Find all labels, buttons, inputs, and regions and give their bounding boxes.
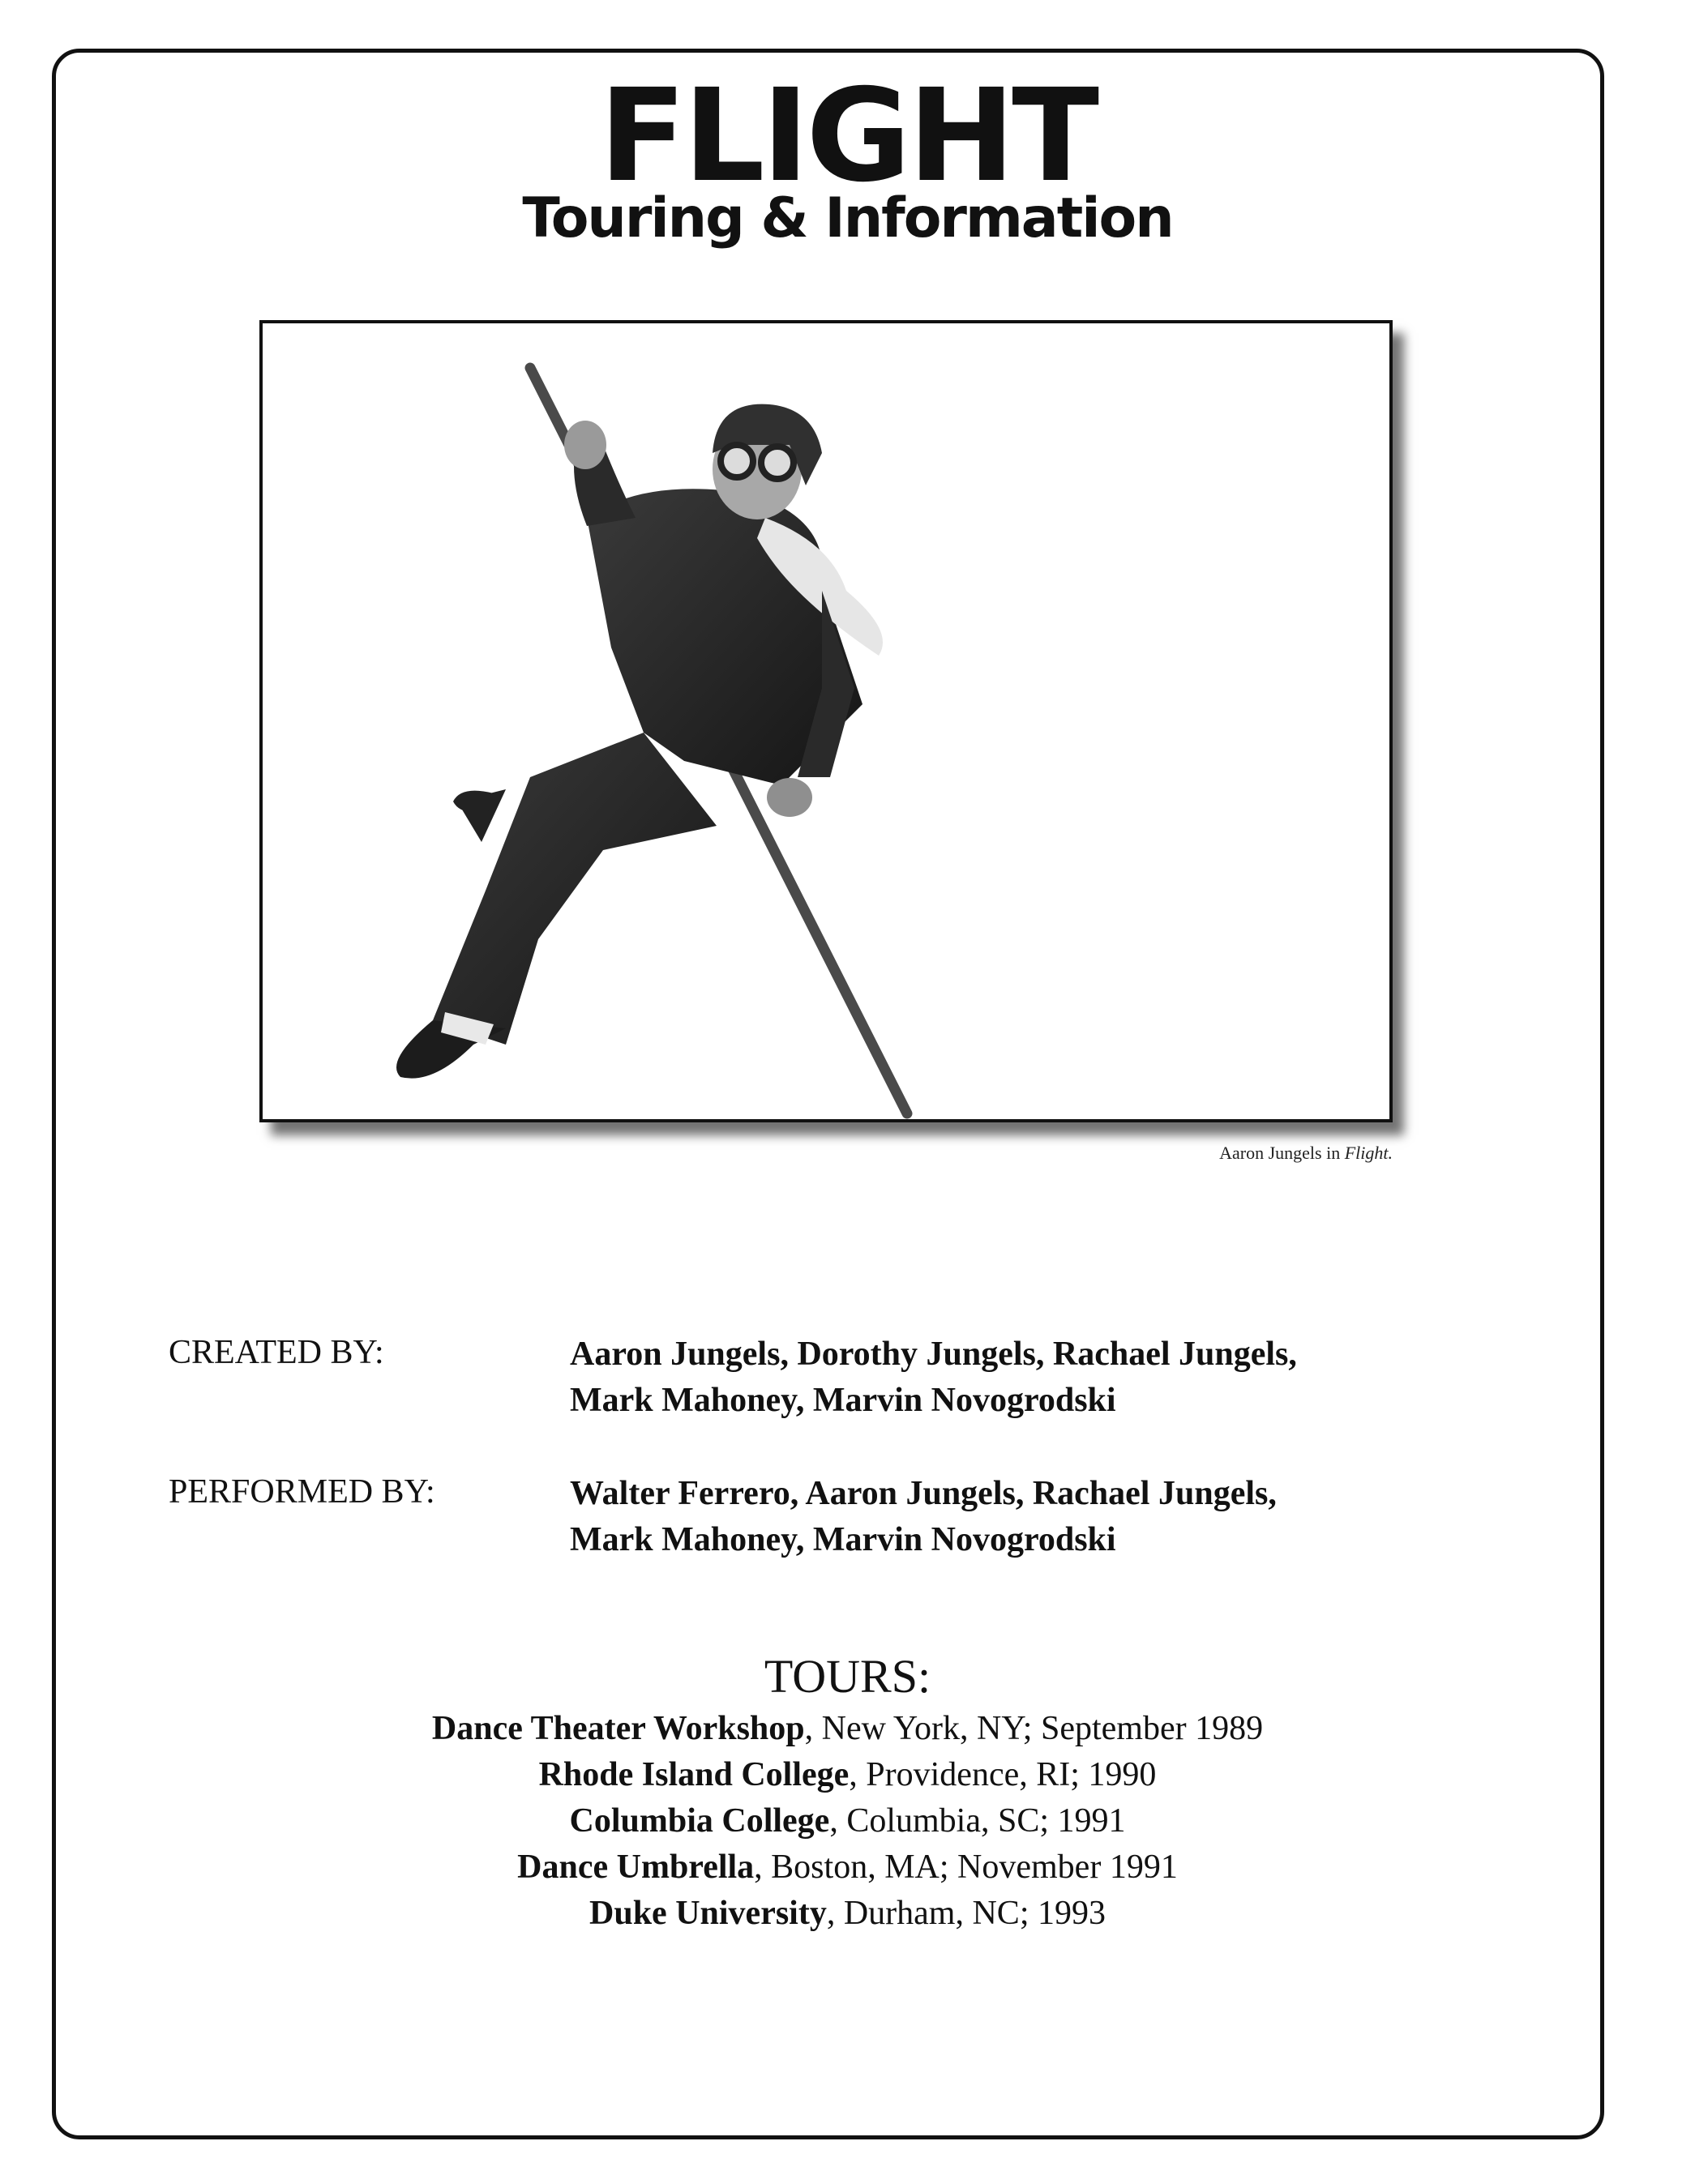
page-title: FLIGHT bbox=[598, 62, 1097, 211]
tour-item: Dance Umbrella, Boston, MA; November 1991 bbox=[517, 1848, 1178, 1886]
tour-item: Columbia College, Columbia, SC; 1991 bbox=[569, 1802, 1126, 1840]
performer-photo bbox=[259, 320, 1393, 1122]
created-by-names: Aaron Jungels, Dorothy Jungels, Rachael Jungels, Mark Mahoney, Marvin Novogrodski bbox=[570, 1336, 1297, 1419]
page-subtitle: Touring & Information bbox=[522, 186, 1173, 250]
tour-item: Duke University, Durham, NC; 1993 bbox=[589, 1895, 1106, 1932]
photo-caption: Aaron Jungels in Flight. bbox=[1219, 1143, 1393, 1163]
performed-by-label: PERFORMED BY: bbox=[169, 1473, 435, 1511]
tours-heading: TOURS: bbox=[764, 1650, 931, 1703]
tour-item: Rhode Island College, Providence, RI; 1990 bbox=[538, 1756, 1157, 1793]
created-by-label: CREATED BY: bbox=[169, 1334, 384, 1371]
tours-list bbox=[0, 1706, 1695, 1937]
performed-by-names: Walter Ferrero, Aaron Jungels, Rachael Jungels, Mark Mahoney, Marvin Novogrodski bbox=[570, 1475, 1277, 1558]
tour-item: Dance Theater Workshop, New York, NY; September 1989 bbox=[431, 1710, 1264, 1747]
performer-illustration bbox=[263, 323, 1389, 1119]
